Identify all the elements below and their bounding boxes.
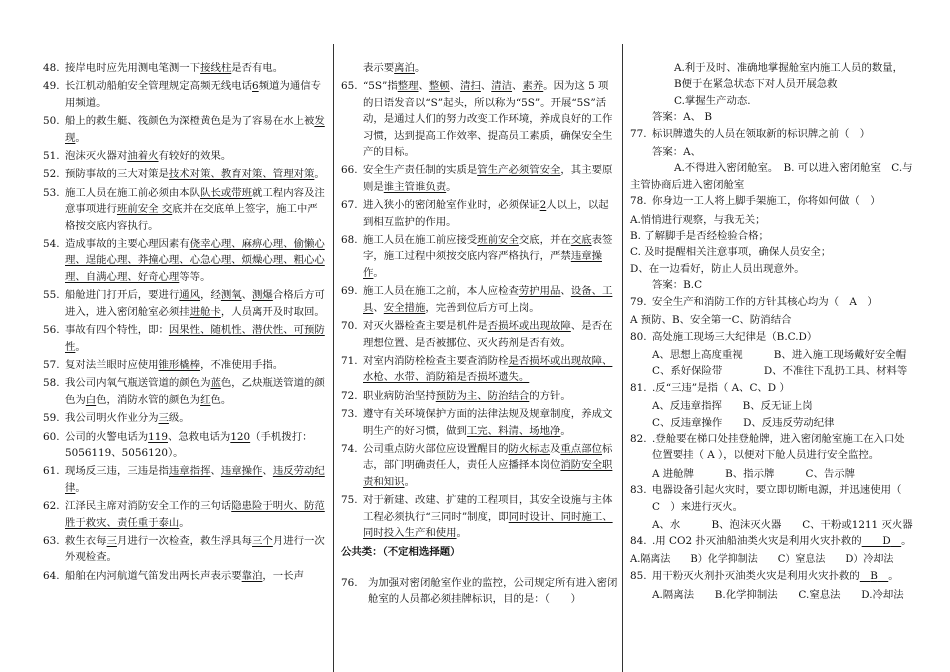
text-segment: 、 <box>449 80 461 93</box>
question-text <box>65 78 327 111</box>
answer-blank: 119 <box>148 430 168 443</box>
answer-blank: 安全措施 <box>383 301 426 314</box>
answer-blank: 整理 <box>397 80 419 93</box>
text-segment: ，人员离开及时取回。 <box>220 305 325 318</box>
text-segment: 、 <box>373 301 384 314</box>
question-text <box>65 463 327 496</box>
question-item <box>341 283 618 316</box>
question-text: 标识牌遗失的人员在领取新的标识牌之前（ ） <box>652 127 871 140</box>
text-segment: 是否有电。 <box>231 62 284 74</box>
question-item <box>43 60 327 76</box>
answer-blank: 通风 <box>179 289 201 302</box>
question-item <box>43 148 327 164</box>
question-number: 59. <box>43 412 60 425</box>
text-segment: 预防事故的三大对策是 <box>65 168 169 181</box>
question-number: 74. <box>341 442 358 455</box>
answer-blank: 管生产必须管安全 <box>477 164 561 177</box>
question-number: 67. <box>341 199 358 212</box>
text-segment: 救生衣每 <box>65 534 107 547</box>
text-segment: 色，乙炔瓶送管道的颜色为 <box>65 377 325 406</box>
question-item <box>43 185 327 234</box>
answer-blank: 发现 <box>65 115 325 144</box>
text-segment: 及 <box>550 442 561 455</box>
answer-blank: 劳护用品 <box>518 285 561 298</box>
text-segment: 等等。 <box>179 270 211 283</box>
answer-blank: 违章操作 <box>220 465 263 478</box>
text-segment: 、是否在理想位置、是否被挪位、灭火药剂是否有效。 <box>363 320 613 349</box>
text-segment: 对室内消防栓检查主要查消防栓 <box>363 354 509 367</box>
question-text <box>368 575 618 608</box>
q76-option: B便于在紧急状态下对人员开展急救 <box>674 78 838 91</box>
question-item <box>341 353 618 386</box>
question-item <box>43 322 327 355</box>
question-text: 电器设备引起火灾时，要立即切断电源，并迅速使用（ C ）来进行灭火。 <box>652 484 912 513</box>
text-segment: 。 <box>75 340 86 353</box>
answer-blank: 违反劳动纪律 <box>65 465 325 494</box>
answer-blank: 三 <box>106 534 117 547</box>
question-number: 57. <box>43 358 60 371</box>
text-segment: 、 <box>560 285 571 298</box>
question-number: 71. <box>341 354 358 367</box>
answer-blank: 消防安全职责和知识 <box>363 459 613 488</box>
question-text <box>65 375 327 408</box>
question-text <box>363 353 618 386</box>
text-segment: 。 <box>456 526 467 539</box>
q82-options: A 进舱牌 B、指示牌 C、告示牌 <box>652 467 856 480</box>
text-segment: 。 <box>179 516 190 529</box>
question-number: 65. <box>341 80 358 93</box>
q85-options: A.隔离法 B.化学抑制法 C.窒息法 D.冷却法 <box>652 588 904 601</box>
answer-blank: 靠泊 <box>241 569 263 582</box>
text-segment: 月进行一次外观检查。 <box>65 534 325 564</box>
question-number: 85. <box>630 570 647 583</box>
answer-blank: 接线柱 <box>200 62 232 74</box>
answer-blank: 离泊 <box>394 62 415 74</box>
question-number: 79. <box>630 295 647 308</box>
question-text <box>65 287 327 320</box>
answer-blank: 技术对策、教育对策、管理对策 <box>168 168 315 181</box>
q76-answer: 答案：A、 B <box>652 111 713 124</box>
text-segment: 复对法兰眼时应使用 <box>65 358 159 371</box>
text-segment: 、 <box>210 465 221 478</box>
answer-blank: 白 <box>85 393 97 406</box>
question-text <box>363 492 618 541</box>
question-text <box>65 357 327 373</box>
q76-option: C.掌握生产动态. <box>674 94 751 107</box>
question-number: 84. <box>630 535 647 548</box>
question-text <box>65 429 327 462</box>
answer-blank: 同时设计、同时施工、同时投入生产和使用 <box>363 510 613 539</box>
question-item <box>43 236 327 285</box>
question-item <box>43 410 327 426</box>
question-text <box>363 197 618 230</box>
text-segment: 有较好的效果。 <box>158 150 232 163</box>
text-segment: 。 <box>314 168 325 181</box>
question-text <box>65 498 327 531</box>
text-segment: 施工人员在施工之前，本人应检查 <box>363 285 519 298</box>
text-segment: 、 <box>241 289 253 302</box>
question-text: .反“三违”是指（ A、C、D ） <box>652 381 790 394</box>
question-text <box>363 388 618 404</box>
text-segment: 、急救电话为 <box>167 430 231 443</box>
question-number: 48. <box>43 62 60 74</box>
text-segment: 船舱进门打开后，要进行 <box>65 289 180 302</box>
question-item <box>43 533 327 566</box>
text-segment: 施工人员在施工前必须由本队 <box>65 186 201 199</box>
q81-option: A、反违章指挥 B、反无证上岗 <box>652 400 813 413</box>
answer-blank: 清扫 <box>460 80 481 93</box>
text-segment: 人以上，以起到相互监护的作用。 <box>363 199 609 228</box>
q79-options: A 预防、B、安全第一C、防消结合 <box>630 314 792 327</box>
question-item <box>341 492 618 541</box>
question-number: 54. <box>43 238 60 251</box>
question-83 <box>630 482 914 515</box>
question-item <box>43 375 327 408</box>
question-text <box>65 322 327 355</box>
question-number: 49. <box>43 80 60 93</box>
question-item <box>341 406 618 439</box>
answer-blank: 队长或带班 <box>200 186 253 199</box>
text-segment: 、 <box>512 80 523 93</box>
q77-options: A.不得进入密闭舱室。 B. 可以进入密闭舱室 C.与主管协商后进入密闭舱室 <box>630 162 913 191</box>
question-number: 63. <box>43 534 60 547</box>
question-item <box>341 388 618 404</box>
text-segment: 公司重点防火部位应设置醒目的 <box>363 442 509 455</box>
answer-blank: 工完、料清、场地净 <box>466 424 561 437</box>
question-number: 72. <box>341 389 358 402</box>
question-text <box>363 232 618 281</box>
question-item <box>341 318 618 351</box>
text-segment: 江泽民主席对消防安全工作的三句话 <box>65 500 232 513</box>
question-text <box>65 166 327 182</box>
question-82 <box>630 431 914 464</box>
answer-blank: 班前安全 <box>477 234 519 247</box>
answer-blank: 锥形橇棒 <box>158 358 201 371</box>
text-segment: 。因为这 5 项的日语发音以“S”起头，所以称为“5S”。开展“5S”活动，是通过人们的努力改变工作环境，养成良好的工作习惯，达到提高工作效率、提高员工素质，确保安全生产的目标。 <box>363 80 613 159</box>
question-item <box>341 78 618 160</box>
question-item <box>43 113 327 146</box>
answer-blank: 隐患险于明火、防范胜于救灾、责任重于泰山 <box>65 500 325 529</box>
question-text: .用 CO2 扑灭油船油类火灾是利用火灾扑救的 D 。 <box>652 535 912 548</box>
question-number: 50. <box>43 115 60 128</box>
question-item <box>341 441 618 490</box>
answer-blank: 违章指挥 <box>168 465 211 478</box>
question-number: 69. <box>341 285 358 298</box>
q85-answer: B <box>870 570 878 583</box>
question-number: 82. <box>630 432 647 445</box>
question-79 <box>630 294 914 310</box>
question-text <box>65 148 327 164</box>
question-text <box>65 60 327 76</box>
text-segment: 表签字，施工过程中须按交底内容严格执行，严禁 <box>363 234 613 263</box>
answer-blank: 交底 <box>570 234 592 247</box>
text-segment: 色，消防水管的颜色为 <box>96 393 201 406</box>
text-segment: 。 <box>373 266 384 279</box>
question-number: 61. <box>43 465 60 478</box>
question-number: 62. <box>43 500 60 513</box>
text-segment: 对于新建、改建、扩建的工程项目，其安全设施与主体工程必须执行“三同时”制度，即 <box>363 494 613 523</box>
text-segment: ，其主要原则是 <box>363 164 613 193</box>
text-segment: 、 <box>262 465 273 478</box>
q80-option: C、系好保险带 D、不准往下乱扔工具、材料等 <box>652 365 908 378</box>
question-item <box>341 162 618 195</box>
section-header: 公共类：（不定相选择题） <box>341 546 461 559</box>
text-segment: 合格后方可进入，进入密闭舱室必须挂 <box>65 289 325 318</box>
question-number: 51. <box>43 150 60 163</box>
question-item <box>43 78 327 111</box>
question-number: 83. <box>630 484 647 497</box>
answer-blank: 6 <box>252 80 259 93</box>
question-text <box>363 318 618 351</box>
question-text: 高处施工现场三大纪律是（B.C.D） <box>652 330 818 343</box>
question-number: 70. <box>341 320 358 333</box>
question-text: 安全生产和消防工作的方针其核心均为（ A ） <box>652 295 878 308</box>
question-85 <box>630 568 914 584</box>
answer-blank: 2 <box>539 199 547 212</box>
text-segment: 标志，部门明确责任人，责任人应播择本岗位 <box>363 442 613 472</box>
question-number: 60. <box>43 430 60 443</box>
answer-blank: 测爆 <box>252 289 273 302</box>
text-segment: 长江机动船舶安全管理规定高频无线电话 <box>65 80 253 93</box>
divider-left <box>333 44 334 672</box>
answer-blank: 重点部位 <box>560 442 602 455</box>
text-segment: 。 <box>75 481 86 494</box>
answer-blank: 素养 <box>522 80 544 93</box>
answer-blank: 侥幸心理、麻痹心理、偷懒心理、逞能心理、莽撞心理、心急心理、烦燥心理、粗心心理、自满心理、好奇心理 <box>65 238 325 283</box>
question-item <box>341 60 618 76</box>
question-item <box>43 287 327 320</box>
question-78 <box>630 193 914 209</box>
answer-blank: 预防为主、防治结合 <box>435 389 530 402</box>
q77-answer: 答案：A、 <box>652 146 702 159</box>
divider-right <box>622 44 623 672</box>
text-segment: 级。 <box>168 412 190 425</box>
text-segment: 施工人员在施工前应接受 <box>363 234 478 247</box>
question-number: 80. <box>630 330 647 343</box>
question-number: 58. <box>43 377 60 390</box>
answer-blank: 清洁 <box>491 80 513 93</box>
text-segment: 对灭火器检查主要是机件是 <box>363 320 488 333</box>
question-item <box>43 498 327 531</box>
question-number: 52. <box>43 168 60 181</box>
question-text <box>65 185 327 234</box>
text-segment: 职业病防治坚持 <box>363 389 436 402</box>
text-segment: 遵守有关环境保护方面的法律法规及规章制度，养成文明生产的好习惯，做到 <box>363 408 613 437</box>
question-number: 75. <box>341 494 358 507</box>
question-number: 68. <box>341 234 358 247</box>
answer-blank: 三 <box>158 412 169 425</box>
question-77 <box>630 126 914 142</box>
text-segment: 就工程内容及注意事项进行 <box>65 186 325 216</box>
question-text <box>363 283 618 316</box>
answer-blank: 违章操作 <box>363 250 602 279</box>
text-segment: ，经 <box>200 289 221 302</box>
question-number: 81. <box>630 381 647 394</box>
text-segment: ，完善到位后方可上岗。 <box>425 301 540 314</box>
text-segment: 。 <box>75 131 86 144</box>
text-segment: 色。 <box>210 393 232 406</box>
text-segment: 的方针。 <box>529 389 571 402</box>
answer-blank: 班前安全 交 <box>116 203 173 216</box>
text-segment: 底并在交底单上签字，施工中严格按交底内容执行。 <box>65 203 318 232</box>
question-number: 78. <box>630 195 647 208</box>
answer-blank: 设备、工具 <box>363 285 613 314</box>
q76-option: A.利于及时、准确地掌握舱室内施工人员的数量， <box>674 62 904 74</box>
text-segment: ，一长声 <box>262 569 304 582</box>
text-segment: 、 <box>480 80 492 93</box>
question-text <box>363 441 618 490</box>
answer-blank: 因果性、随机性、潜伏性、可预防性 <box>65 324 325 353</box>
column-left <box>43 60 327 586</box>
text-segment: 进入狭小的密闭舱室作业时，必须保证 <box>363 199 540 212</box>
text-segment: 交底，并在 <box>518 234 571 247</box>
q78-option: C. 及时提醒相关注意事项，确保人员安全； <box>630 246 832 259</box>
q84-answer: D <box>882 535 891 548</box>
question-text <box>65 410 327 426</box>
question-item <box>43 463 327 496</box>
text-segment: 频道为通信专用频道。 <box>65 80 321 109</box>
question-text <box>65 113 327 146</box>
text-segment: 事故有四个特性，即： <box>65 324 169 337</box>
question-number: 76. <box>341 576 358 589</box>
question-number: 55. <box>43 289 60 302</box>
question-item <box>43 166 327 182</box>
text-segment: 我公司明火作业分为 <box>65 412 159 425</box>
question-text: .登舱要在梯口处挂登舱牌，进入密闭舱室施工在入口处位置要挂（ A ），以便对下舱人员进行安全监控。 <box>652 432 905 462</box>
text-segment: 。 <box>446 180 457 193</box>
question-text <box>65 568 327 584</box>
q83-options: A、水 B、泡沫灭火器 C、干粉或1211 灭火器 <box>652 518 913 531</box>
answer-blank: 三个 <box>252 534 273 547</box>
q78-option: D、在一边看好，防止人员出现意外。 <box>630 262 805 275</box>
question-text <box>65 236 327 285</box>
question-item <box>43 357 327 373</box>
question-number <box>341 60 363 76</box>
column-middle <box>341 60 618 610</box>
question-number: 53. <box>43 186 60 199</box>
answer-blank: 、水枪、水带、消防箱是否损坏遗失。 <box>363 354 613 384</box>
text-segment: 接岸电时应先用测电笔测一下 <box>65 62 201 74</box>
text-segment: 公司的火警电话为 <box>65 430 149 443</box>
text-segment: （手机拨打：5056119、5056120）。 <box>65 430 313 459</box>
answer-blank: 否损坏或出现故障 <box>487 320 571 333</box>
q78-option: A.悄悄进行观察，与我无关； <box>630 213 766 226</box>
text-segment: 船舶在内河航道气笛发出两长声表示要 <box>65 569 242 582</box>
question-number: 77. <box>630 127 647 140</box>
question-number: 66. <box>341 164 358 177</box>
question-80 <box>630 329 914 345</box>
answer-blank: 是否损坏或出现故障 <box>508 354 602 367</box>
text-segment: 现场反三违，三违是指 <box>65 465 169 478</box>
question-item <box>43 429 327 462</box>
q84-options: A.隔离法 B）化学抑制法 C）窒息法 D）冷却法 <box>630 553 894 565</box>
question-text <box>363 78 618 160</box>
question-81 <box>630 380 914 396</box>
answer-blank: 油着火 <box>127 150 159 163</box>
text-segment: 。 <box>404 475 415 488</box>
text-segment: 船上的救生艇、筏颜色为深橙黄色是为了容易在水上被 <box>65 115 315 128</box>
question-text: 用干粉灭火剂扑灭油类火灾是利用火灾扑救的 B 。 <box>652 570 899 583</box>
question-84 <box>630 533 914 549</box>
text-segment: ，不准使用手指。 <box>200 358 284 371</box>
text-segment: 造成事故的主要心理因素有 <box>65 238 190 251</box>
text-segment: 表示要 <box>363 62 395 74</box>
question-number: 73. <box>341 408 358 421</box>
text-segment: 我公司内氧气瓶送管道的颜色为 <box>65 377 211 390</box>
answer-blank: 120 <box>230 430 251 443</box>
question-text <box>65 533 327 566</box>
question-text: 你身边一工人将上脚手架施工，你将如何做（ ） <box>652 195 881 208</box>
q80-option: A、思想上高度重视 B、进入施工现场戴好安全帽 <box>652 348 907 361</box>
question-item <box>341 232 618 281</box>
answer-blank: 进舱卡 <box>189 305 221 318</box>
answer-blank: 整顿 <box>428 80 450 93</box>
text-segment: 月进行一次检查，救生浮具每 <box>116 534 253 547</box>
column-right <box>630 60 914 603</box>
q81-option: C、反违章操作 D、反违反劳动纪律 <box>652 416 835 429</box>
q78-option: B. 了解脚手是否经检验合格； <box>630 230 769 243</box>
question-text <box>363 60 618 76</box>
text-segment: 。 <box>414 62 426 74</box>
question-text <box>363 406 618 439</box>
text-segment: 安全生产责任制的实质是 <box>363 164 478 177</box>
answer-blank: 谁主管谁负责 <box>383 180 447 193</box>
answer-blank: 测氧 <box>220 289 242 302</box>
question-number: 56. <box>43 324 60 337</box>
text-segment: “5S”指 <box>363 80 398 93</box>
question-number: 64. <box>43 569 60 582</box>
answer-blank: 红 <box>200 393 211 406</box>
question-text <box>363 162 618 195</box>
q78-answer: 答案：B.C <box>652 279 703 292</box>
question-item <box>341 197 618 230</box>
answer-blank: 防火标志 <box>508 442 551 455</box>
text-segment: 、 <box>418 80 429 93</box>
question-item <box>341 575 618 608</box>
text-segment: 泡沫灭火器对 <box>65 150 128 163</box>
text-segment: 为加强对密闭舱室作业的监控，公司规定所有进入密闭舱室的人员都必须挂牌标识，目的是：（ ） <box>368 576 618 606</box>
text-segment: 。 <box>560 424 571 437</box>
answer-blank: 蓝 <box>210 377 221 390</box>
question-item <box>43 568 327 584</box>
